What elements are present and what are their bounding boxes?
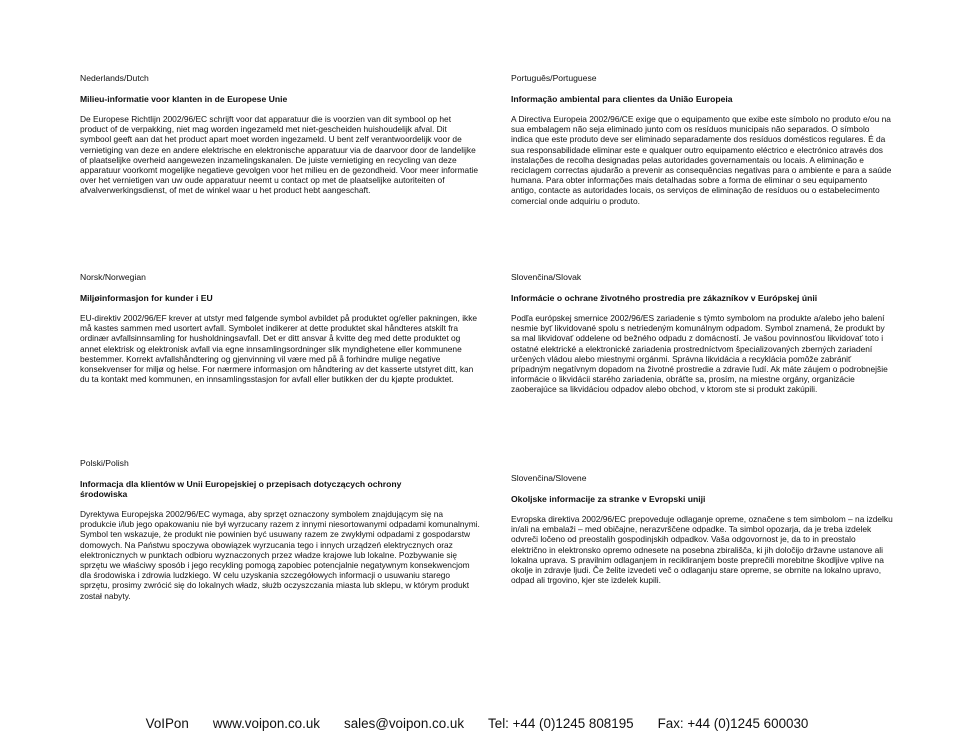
website-link[interactable]: www.voipon.co.uk (212, 716, 320, 731)
language-label: Polski/Polish (80, 458, 129, 468)
section-portuguese (511, 73, 893, 206)
section-heading: Milieu-informatie voor klanten in de Europese Unie (80, 94, 288, 104)
language-label: Norsk/Norwegian (80, 272, 146, 282)
section-heading: Okoljske informacije za stranke v Evropski uniji (511, 494, 706, 504)
language-label: Slovenčina/Slovene (511, 473, 587, 483)
section-heading: Informacja dla klientów w Unii Europejskiej o przepisach dotyczących ochrony środowiska (80, 479, 402, 499)
section-norwegian (80, 272, 480, 384)
language-label: Slovenčina/Slovak (511, 272, 582, 282)
section-body: EU-direktiv 2002/96/EF krever at utstyr med følgende symbol avbildet på produktet og/eller pakningen, ikke må kastes sammen med usortert avfall. Symbolet indikerer at dette produktet skal håndteres atskilt fra ordinær avfallsinnsamling for husholdningsavfall. Det er ditt ansvar å kvitte deg med dette produktet og annet elektrisk og elektronisk avfall via egne innsamlingsordninger slik myndighetene eller kommunene bestemmer. Korrekt avfallshåndtering og gjenvinning vil være med på å forhindre mulige negative konsekvenser for miljø og helse. For nærmere informasjon om håndtering av det kasserte utstyret ditt, kan du ta kontakt med kommunen, en innsamlingsstasjon for avfall eller butikken der du kjøpte produktet. (80, 313, 478, 385)
section-slovak (511, 272, 893, 395)
company-name: VoIPon (145, 716, 189, 731)
section-body: Podľa európskej smernice 2002/96/ES zariadenie s týmto symbolom na produkte a/alebo jeho balení nesmie byť likvidované spolu s netriedeným komunálnym odpadom. Symbol znamená, že produkt by sa mal likvidovať oddelene od bežného odpadu z domácností. Je vašou povinnosťou likvidovať toto i ostatné elektrické a elektronické zariadenia prostredníctvom špecializovaných zberných zariadení určených vládou alebo miestnymi orgánmi. Správna likvidácia a recyklácia pomôže zabrániť prípadným negatívnym dopadom na životné prostredie a zdravie ľudí. Ak máte záujem o podrobnejšie informácie o likvidácii starého zariadenia, obráťte sa, prosím, na miestne orgány, organizácie zaoberajúce sa likvidáciou odpadov alebo obchod, v ktorom ste si produkt zakúpili. (511, 313, 888, 395)
section-polish (80, 458, 480, 601)
section-body: De Europese Richtlijn 2002/96/EC schrijft voor dat apparatuur die is voorzien van dit symbool op het product of de verpakking, niet mag worden ingezameld met niet-gescheiden huishoudelijk afval. Dit symbool geeft aan dat het product apart moet worden ingezameld. U bent zelf verantwoordelijk voor de vernietiging van deze en andere elektrische en elektronische apparatuur via de daarvoor door de landelijke of plaatselijke overheid aangewezen inzamelingskanalen. De juiste vernietiging en recycling van deze apparatuur voorkomt mogelijke negatieve gevolgen voor het milieu en de gezondheid. Voor meer informatie over het vernietigen van uw oude apparatuur neemt u contact op met de plaatselijke autoriteiten of afvalverwerkingsdienst, of met de winkel waar u het product hebt aangeschaft. (80, 114, 479, 196)
language-label: Português/Portuguese (511, 73, 597, 83)
section-body: A Directiva Europeia 2002/96/CE exige que o equipamento que exibe este símbolo no produto e/ou na sua embalagem não seja eliminado junto com os resíduos municipais não separados. O símbolo indica que este produto deve ser eliminado separadamente dos resíduos domésticos regulares. É da sua responsabilidade eliminar este e qualquer outro equipamento eléctrico e electrónico através dos instalações de recolha designadas pelas autoridades governamentais ou locais. A eliminação e reciclagem correctas ajudarão a prevenir as consequências negativas para o ambiente e para a saúde humana. Para obter informações mais detalhadas sobre a forma de eliminar o seu equipamento antigo, contacte as autoridades locais, os serviços de eliminação de resíduos ou o estabelecimento comercial onde adquiriu o produto. (511, 114, 892, 206)
section-body: Dyrektywa Europejska 2002/96/EC wymaga, aby sprzęt oznaczony symbolem znajdującym się na produkcie i/lub jego opakowaniu nie był wyrzucany razem z innymi niesortowanymi odpadami komunalnymi. Symbol ten wskazuje, że produkt nie powinien być usuwany razem ze zwykłymi odpadami z gospodarstw domowych. Na Państwu spoczywa obowiązek wyrzucania tego i innych urządzeń elektrycznych oraz elektronicznych w punktach odbioru wyznaczonych przez władze krajowe lub lokalne. Pozbywanie się sprzętu we właściwy sposób i jego recykling pomogą zapobiec potencjalnie negatywnym konsekwencjom dla środowiska i zdrowia ludzkiego. W celu uzyskania szczegółowych informacji o usuwaniu starego sprzętu, prosimy zwrócić się do lokalnych władz, służb oczyszczania miasta lub sklepu, w którym produkt został nabyty. (80, 509, 480, 601)
contact-footer (0, 716, 954, 732)
section-heading: Informácie o ochrane životného prostredia pre zákazníkov v Európskej únii (511, 293, 818, 303)
fax-number: Fax: +44 (0)1245 600030 (657, 716, 809, 731)
language-label: Nederlands/Dutch (80, 73, 149, 83)
section-dutch (80, 73, 480, 196)
email-link[interactable]: sales@voipon.co.uk (344, 716, 465, 731)
section-slovene (511, 473, 893, 585)
section-heading: Miljøinformasjon for kunder i EU (80, 293, 213, 303)
telephone-number: Tel: +44 (0)1245 808195 (488, 716, 634, 731)
section-body: Evropska direktiva 2002/96/EC prepoveduje odlaganje opreme, označene s tem simbolom – na izdelku in/ali na embalaži – med običajne, nerazvrščene odpadke. Ta simbol opozarja, da je treba izdelek odvreči ločeno od preostalih gospodinjskih odpadkov. Vaša odgovornost je, da to in preostalo električno in elektronsko opremo odnesete na posebna zbirališča, ki jih določijo državne ustanove ali lokalna uprava. S pravilnim odlaganjem in recikliranjem boste preprečili morebitne škodljive vplive na okolje in zdravje ljudi. Če želite izvedeti več o odlaganju stare opreme, se obrnite na lokalno upravo, odpad ali trgovino, kjer ste izdelek kupili. (511, 514, 893, 586)
section-heading: Informação ambiental para clientes da União Europeia (511, 94, 733, 104)
